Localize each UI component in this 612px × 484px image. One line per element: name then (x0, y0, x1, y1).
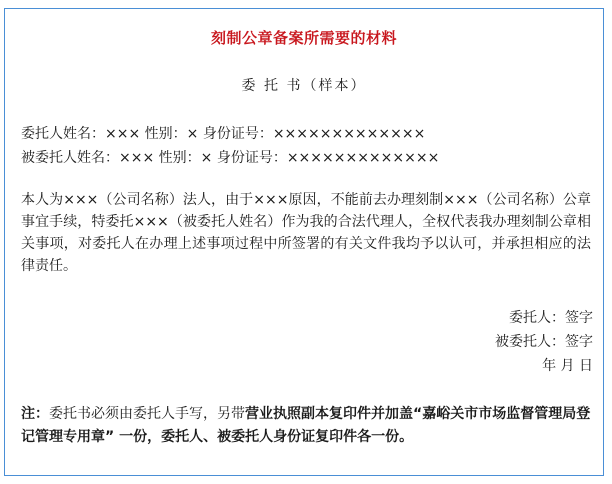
document-title: 刻制公章备案所需要的材料 (210, 29, 397, 47)
client-signature: 委托人：签字 (509, 310, 593, 326)
note-bold-text: 营业执照副本复印件并加盖“嘉峪关市市场监督管理局登记管理专用章” 一份，委托人、被委托人身份证复印件各一份。 (21, 406, 591, 445)
agent-signature: 被委托人：签字 (495, 334, 593, 350)
document-subtitle: 委 托 书（样本） (241, 78, 367, 94)
client-info-line: 委托人姓名：××× 性别：× 身份证号：××××××××××××× (21, 126, 426, 142)
note-normal-text: 委托书必须由委托人手写，另带 (49, 406, 245, 422)
date-line: 年 月 日 (542, 358, 593, 374)
note-block (21, 403, 593, 449)
agent-info-line: 被委托人姓名：××× 性别：× 身份证号：××××××××××××× (21, 150, 440, 166)
document-frame (4, 8, 604, 476)
note-label: 注： (21, 406, 49, 422)
authorization-paragraph: 本人为×××（公司名称）法人，由于×××原因，不能前去办理刻制×××（公司名称）公章事宜手续，特委托×××（被委托人姓名）作为我的合法代理人，全权代表我办理刻制公章相关事项，对委托人在办理上述事项过程中所签署的有关文件我均予以认可，并承担相应的法律责任。 (21, 192, 591, 274)
